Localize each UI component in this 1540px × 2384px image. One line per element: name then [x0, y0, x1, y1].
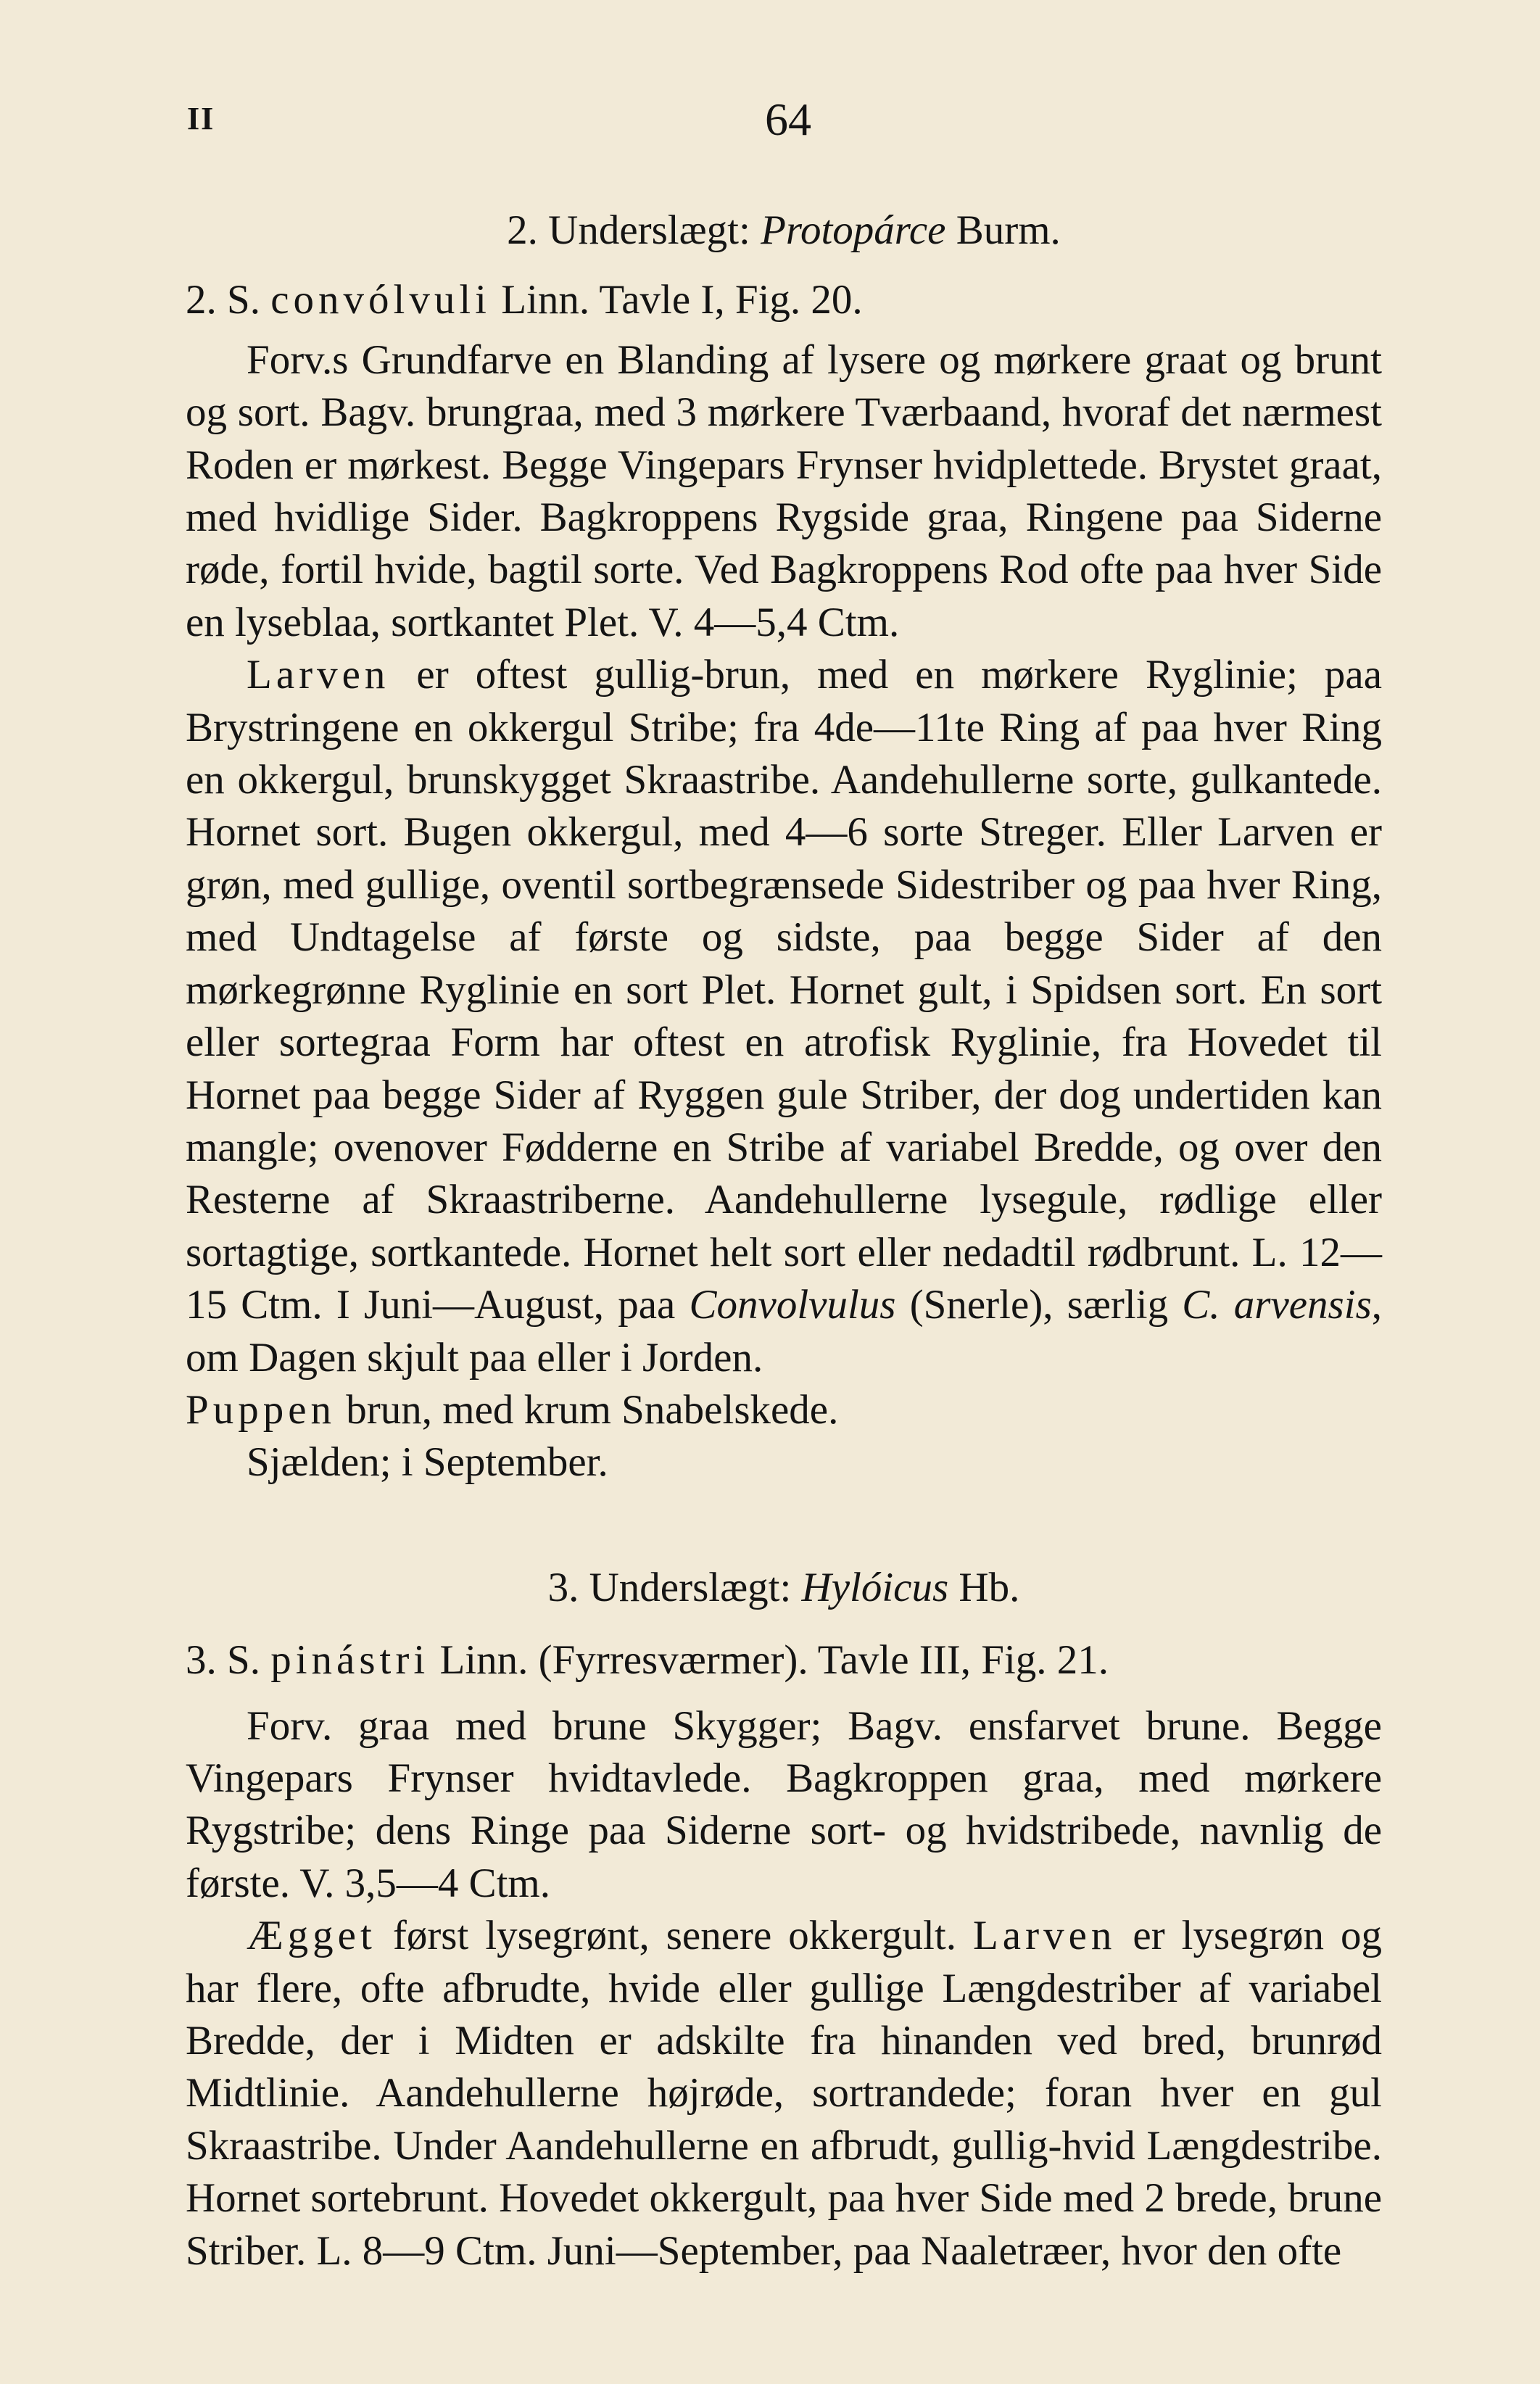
page-body — [186, 204, 1382, 2277]
species-entry-pinastri — [186, 1634, 1382, 1686]
subgenus-heading-protoparce — [186, 204, 1382, 257]
genus-name: Protopárce — [761, 207, 946, 253]
species-reference: Linn. Tavle I, Fig. 20. — [491, 277, 863, 323]
species-entry-convolvuli — [186, 274, 1382, 326]
page-number: 64 — [765, 94, 811, 145]
egg-label: Ægget — [247, 1913, 376, 1959]
adult-description: Forv. graa med brune Skygger; Bagv. ensfarvet brune. Begge Vingepars Frynser hvidtavlede. Bagkroppen graa, med mørkere Rygstribe; dens Ringe paa Siderne sort- og hvidstribede, navnlig de første. V. 3,5—4 Ctm. — [186, 1702, 1382, 1906]
pupa-label: Puppen — [186, 1386, 336, 1433]
genus-name: Hylóicus — [801, 1564, 949, 1610]
species-name: pinástri — [270, 1637, 430, 1684]
heading-prefix: 3. Underslægt: — [547, 1564, 802, 1610]
larva-label: Larven — [972, 1913, 1117, 1959]
species-name: convólvuli — [270, 277, 492, 323]
species-reference: Linn. (Fyrresværmer). Tavle III, Fig. 21. — [429, 1637, 1109, 1684]
host-species: C. arvensis — [1182, 1282, 1372, 1328]
subgenus-heading-hyloicus — [186, 1562, 1382, 1614]
pupa-text: brun, med krum Snabelskede. — [336, 1386, 839, 1433]
larva-text-c: , om Dagen skjult paa eller i Jorden. — [186, 1282, 1383, 1381]
heading-author: Burm. — [945, 207, 1061, 253]
adult-description: Forv.s Grundfarve en Blanding af lysere og mørkere graat og brunt og sort. Bagv. brungraa, med 3 mørkere Tværbaand, hvoraf det nærmest Roden er mørkest. Begge Vingepars Frynser hvidplettede. Brystet graat, med hvidlige Sider. Bagkroppens Rygside graa, Ringene paa Siderne røde, fortil hvide, bagtil sorte. Ved Bagkroppens Rod ofte paa hver Side en lyseblaa, sortkantet Plet. V. 4—5,4 Ctm. — [186, 336, 1382, 645]
larva-description — [186, 649, 1382, 1384]
egg-text: først lysegrønt, senere okkergult. — [376, 1913, 973, 1959]
species-number: 3. S. — [186, 1637, 271, 1684]
larva-label: Larven — [247, 652, 390, 698]
heading-author: Hb. — [948, 1564, 1020, 1610]
host-genus: Convolvulus — [689, 1282, 896, 1328]
egg-larva-description — [186, 1910, 1382, 2277]
larva-text-a: er oftest gullig-brun, med en mørkere Ryglinie; paa Brystringene en okkergul Stribe; fra 4de—11te Ring af paa hver Ring en okkergul, brunskygget Skraastribe. Aandehullerne sorte, gulkantede. Hornet sort. Bugen okkergul, med 4—6 sorte Streger. Eller Larven er grøn, med gullige, oventil sortbegrænsede Sidestriber og paa hver Ring, med Undtagelse af første og sidste, paa begge Sider af den mørkegrønne Ryglinie en sort Plet. Hornet gult, i Spidsen sort. En sort eller sortegraa Form har oftest en atrofisk Ryglinie, fra Hovedet til Hornet paa begge Sider af Ryggen gule Striber, der dog undertiden kan mangle; ovenover Fødderne en Stribe af variabel Bredde, og over den Resterne af Skraastriberne. Aandehullerne lysegule, rødlige eller sortagtige, sortkantede. Hornet helt sort eller nedadtil rødbrunt. L. 12—15 Ctm. I Juni—August, paa — [186, 652, 1382, 1328]
running-head — [0, 93, 1540, 158]
larva-text: er lysegrøn og har flere, ofte afbrudte, hvide eller gullige Længdestriber af variabel Bredde, der i Midten er adskilte fra hinanden ved bred, brunrød Midtlinie. Aandehullerne højrøde, sortrandede; foran hver en gul Skraastribe. Under Aandehullerne en afbrudt, gullig-hvid Længdestribe. Hornet sortebrunt. Hovedet okkergult, paa hver Side med 2 brede, brune Striber. L. 8—9 Ctm. Juni—September, paa Naaletræer, hvor den ofte — [186, 1913, 1382, 2274]
larva-text-b: (Snerle), særlig — [895, 1282, 1183, 1328]
rarity-note: Sjælden; i September. — [247, 1439, 608, 1486]
pupa-description — [186, 1384, 1382, 1436]
species-number: 2. S. — [186, 277, 271, 323]
heading-prefix: 2. Underslægt: — [507, 207, 761, 253]
signature-mark: II — [187, 101, 215, 136]
